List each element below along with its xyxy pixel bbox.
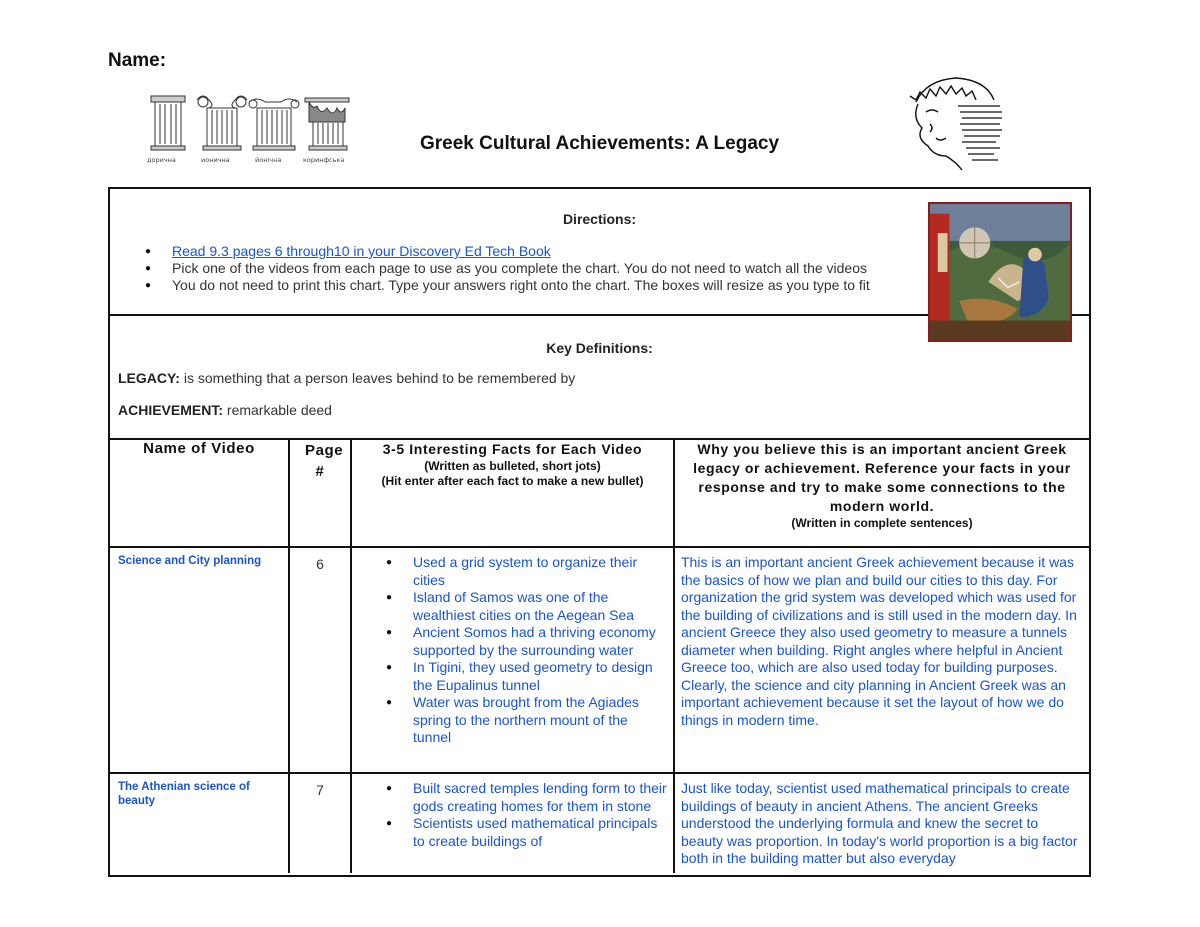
document-title: Greek Cultural Achievements: A Legacy	[420, 133, 780, 154]
facts-cell[interactable]	[351, 773, 674, 873]
page-number: 7	[316, 782, 324, 798]
facts-list	[352, 554, 673, 747]
fact-item: ● Island of Samos was one of the wealthiest cities on the Aegean Sea	[352, 589, 673, 624]
table-row	[110, 547, 1089, 773]
directions-item[interactable]	[140, 243, 870, 260]
fact-item: ● In Tigini, they used geometry to design the Eupalinus tunnel	[352, 659, 673, 694]
fact-item: ● Water was brought from the Agiades spring to the northern mount of the tunnel	[352, 694, 673, 747]
column-caption-3: йонічна	[255, 156, 282, 164]
why-response: This is an important ancient Greek achievement because it was the basics of how we plan and build our cities to this day. For organization the grid system was developed which was used for the building of civilizations and is still used in the modern day. In ancient Greece they also used geometry to measure a tunnels diameter when building. Right angles where helpful in Ancient Greece too, which are also used today for building purposes. Clearly, the science and city planning in Ancient Greek was an important achievement because it set the layout of how we do things in modern time.	[681, 554, 1077, 728]
video-name-cell[interactable]	[110, 773, 289, 873]
fact-item: ● Scientists used mathematical principals to create buildings of	[352, 815, 673, 850]
column-caption-1: дорична	[147, 156, 176, 164]
header-page-number: Page #	[289, 440, 351, 547]
scholars-painting-image	[928, 202, 1072, 342]
achievement-text: remarkable deed	[223, 402, 332, 418]
greek-columns-illustration	[145, 92, 355, 168]
why-cell[interactable]	[674, 547, 1089, 773]
video-chart-table	[110, 440, 1089, 873]
facts-cell[interactable]	[351, 547, 674, 773]
table-header-row	[110, 440, 1089, 547]
header-why-important: Why you believe this is an important ancient Greek legacy or achievement. Reference your facts in your response and try to make some connections to the modern world. (Written in complete sentences)	[674, 440, 1089, 547]
video-name: The Athenian science of beauty	[118, 781, 250, 807]
name-label: Name:	[108, 50, 167, 71]
fact-item: ● Built sacred temples lending form to their gods creating homes for them in stone	[352, 780, 673, 815]
fact-item: ● Ancient Somos had a thriving economy supported by the surrounding water	[352, 624, 673, 659]
discovery-ed-link[interactable]: Read 9.3 pages 6 through10 in your Discovery Ed Tech Book	[172, 243, 551, 259]
table-row	[110, 773, 1089, 873]
worksheet-box	[108, 187, 1091, 877]
page-cell[interactable]	[289, 547, 351, 773]
directions-item: ● You do not need to print this chart. Type your answers right onto the chart. The boxes will resize as you type to fit	[140, 277, 870, 294]
facts-list	[352, 780, 673, 850]
legacy-definition	[118, 370, 575, 386]
directions-list	[140, 243, 870, 294]
achievement-term: ACHIEVEMENT:	[118, 402, 224, 418]
why-response: Just like today, scientist used mathematical principals to create buildings of beauty in ancient Athens. The ancient Greeks understood the underlying formula and knew the secret to beauty was proportion. In today's world proportion is a big factor both in the building matter but also everyday	[681, 780, 1078, 866]
fact-item: ● Used a grid system to organize their cities	[352, 554, 673, 589]
directions-item: ● Pick one of the videos from each page to use as you complete the chart. You do not need to watch all the videos	[140, 260, 870, 277]
greek-head-illustration	[896, 72, 1006, 172]
achievement-definition	[118, 402, 332, 418]
legacy-text: is something that a person leaves behind to be remembered by	[179, 370, 576, 386]
legacy-term: LEGACY:	[118, 370, 180, 386]
video-name-cell[interactable]	[110, 547, 289, 773]
why-cell[interactable]	[674, 773, 1089, 873]
directions-heading: Directions:	[562, 211, 637, 227]
video-name: Science and City planning	[118, 555, 262, 567]
column-caption-2: ионична	[201, 156, 230, 164]
header-interesting-facts: 3-5 Interesting Facts for Each Video (Written as bulleted, short jots) (Hit enter after each fact to make a new bullet)	[351, 440, 674, 547]
page-cell[interactable]	[289, 773, 351, 873]
page-number: 6	[316, 556, 324, 572]
definitions-heading: Key Definitions:	[546, 340, 653, 356]
column-caption-4: коринфська	[303, 156, 345, 164]
header-name-of-video: Name of Video	[110, 440, 289, 547]
